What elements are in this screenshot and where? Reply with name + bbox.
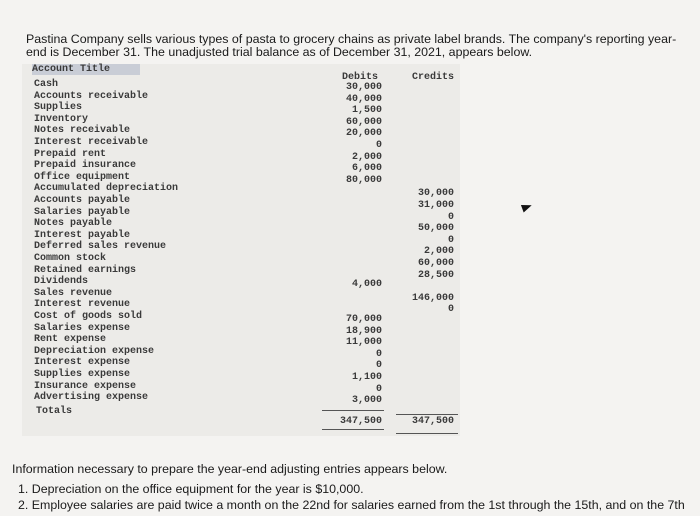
- totals-label: Totals: [36, 406, 73, 417]
- credit-amount: 0: [447, 304, 454, 316]
- credit-amount: 2,000: [423, 246, 454, 258]
- account-name: Advertising expense: [34, 392, 149, 404]
- trial-balance: [22, 64, 460, 436]
- account-name: Rent expense: [34, 334, 107, 346]
- credit-amount: 30,000: [417, 188, 454, 200]
- account-name: Cash: [34, 79, 59, 90]
- account-name: Deferred sales revenue: [34, 241, 167, 253]
- account-name: Interest expense: [34, 357, 131, 369]
- debit-amount: 3,000: [351, 395, 382, 407]
- debit-amount: 60,000: [345, 116, 382, 128]
- intro-paragraph: Pastina Company sells various types of pasta to grocery chains as private label brands. The company's reporting year-end is December 31. The unadjusted trial balance as of December 31, 2021, appears below.: [26, 32, 677, 59]
- credit-total-rule: [396, 414, 458, 415]
- mouse-pointer-icon: [521, 202, 533, 213]
- account-title-header: Account Title: [32, 64, 140, 75]
- account-name: Depreciation expense: [34, 345, 155, 357]
- account-name: Supplies expense: [34, 369, 131, 380]
- account-name: Insurance expense: [34, 380, 137, 392]
- account-name: Notes payable: [34, 218, 113, 230]
- account-name: Accumulated depreciation: [34, 183, 179, 195]
- account-name: Accounts payable: [34, 195, 131, 206]
- debit-amount: 4,000: [351, 279, 382, 291]
- debit-amount: 0: [375, 383, 382, 395]
- debit-amount: 11,000: [345, 337, 382, 349]
- debit-amount: 2,000: [351, 151, 382, 163]
- debit-amount: 30,000: [345, 82, 382, 93]
- account-name: Interest receivable: [34, 137, 149, 148]
- account-name: Retained earnings: [34, 264, 137, 276]
- credit-amount: 0: [447, 234, 454, 246]
- credit-amount: 60,000: [417, 258, 454, 269]
- account-name: Common stock: [34, 253, 107, 264]
- account-name: Interest payable: [34, 229, 131, 241]
- debit-amount: 80,000: [345, 174, 382, 186]
- account-name: Prepaid insurance: [34, 160, 137, 172]
- debit-amount: 70,000: [345, 314, 382, 325]
- info-heading: Information necessary to prepare the year-end adjusting entries appears below.: [12, 462, 448, 476]
- credit-amount: 28,500: [417, 269, 454, 281]
- credit-double-rule: [396, 433, 458, 434]
- credits-header: Credits: [412, 72, 455, 83]
- account-name: Accounts receivable: [34, 90, 149, 102]
- info-item-1: 1. Depreciation on the office equipment for the year is $10,000.: [18, 482, 364, 496]
- debit-amount: 0: [375, 140, 382, 151]
- debit-amount: 18,900: [345, 325, 382, 337]
- credit-amount: 31,000: [417, 200, 454, 211]
- total-credits: 347,500: [411, 416, 454, 427]
- debit-total-rule: [322, 410, 384, 411]
- credit-amount: 146,000: [411, 292, 454, 304]
- debit-amount: 1,100: [351, 372, 382, 383]
- account-name: Salaries payable: [34, 206, 131, 218]
- debit-amount: 0: [375, 360, 382, 372]
- account-name: Dividends: [34, 276, 89, 288]
- debit-amount: 1,500: [351, 105, 382, 117]
- debit-amount: 40,000: [345, 93, 382, 105]
- info-item-2: 2. Employee salaries are paid twice a month on the 22nd for salaries earned from the 1st through the 15th, and on the 7th: [18, 498, 685, 512]
- debit-double-rule: [322, 429, 384, 430]
- total-debits: 347,500: [339, 416, 382, 427]
- account-name: Salaries expense: [34, 322, 131, 334]
- account-name: Cost of goods sold: [34, 311, 143, 322]
- credit-amount: 50,000: [417, 223, 454, 235]
- debit-amount: 0: [375, 348, 382, 360]
- account-name: Office equipment: [34, 171, 131, 183]
- account-name: Notes receivable: [34, 125, 131, 137]
- debit-amount: 6,000: [351, 163, 382, 175]
- account-name: Sales revenue: [34, 287, 113, 299]
- debits-header: Debits: [342, 72, 379, 83]
- account-name: Prepaid rent: [34, 148, 107, 160]
- account-name: Interest revenue: [34, 299, 131, 311]
- debit-amount: 20,000: [345, 128, 382, 140]
- account-name: Supplies: [34, 102, 83, 114]
- account-name: Inventory: [34, 113, 89, 125]
- credit-amount: 0: [447, 211, 454, 223]
